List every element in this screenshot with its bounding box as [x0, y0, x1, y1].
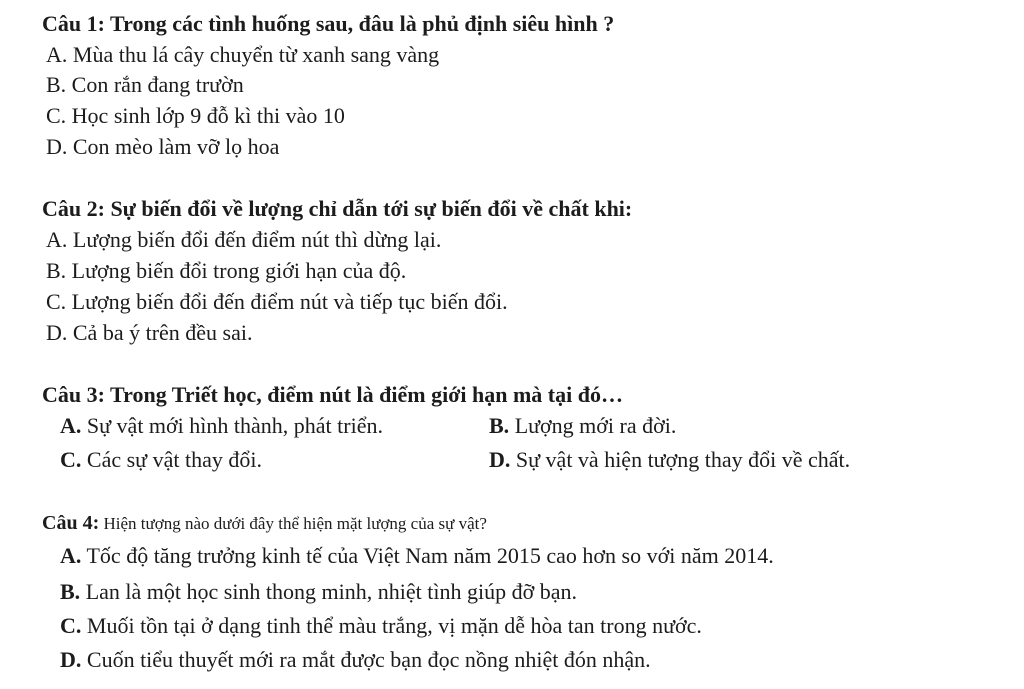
question-2-option-a: A. Lượng biến đổi đến điểm nút thì dừng lại.	[46, 227, 442, 252]
question-2-option-c: C. Lượng biến đổi đến điểm nút và tiếp tục biến đổi.	[46, 289, 508, 314]
question-2-option-b: B. Lượng biến đổi trong giới hạn của độ.	[46, 258, 407, 283]
option-text: Cuốn tiểu thuyết mới ra mắt được bạn đọc nồng nhiệt đón nhận.	[81, 647, 651, 672]
option-letter: A.	[60, 543, 82, 568]
question-4-label: Câu 4:	[42, 512, 100, 534]
question-4-option-d	[60, 649, 651, 671]
question-4-text: Hiện tượng nào dưới đây thể hiện mặt lượng của sự vật?	[99, 514, 487, 533]
question-2-title: Câu 2: Sự biến đổi về lượng chỉ dẫn tới sự biến đổi về chất khi:	[42, 196, 633, 221]
question-3-option-b	[489, 415, 676, 437]
question-4-title	[42, 513, 487, 533]
question-3-option-d	[489, 449, 850, 471]
question-1-title: Câu 1: Trong các tình huống sau, đâu là phủ định siêu hình ?	[42, 11, 615, 36]
option-text: Sự vật mới hình thành, phát triển.	[81, 413, 383, 438]
question-1-option-b: B. Con rắn đang trườn	[46, 72, 244, 97]
question-4-option-c	[60, 615, 702, 637]
option-text: Lượng mới ra đời.	[509, 413, 677, 438]
question-3-title: Câu 3: Trong Triết học, điểm nút là điểm giới hạn mà tại đó…	[42, 382, 623, 407]
option-text: Sự vật và hiện tượng thay đổi về chất.	[510, 447, 851, 472]
option-text: Lan là một học sinh thong minh, nhiệt tình giúp đỡ bạn.	[80, 579, 577, 604]
option-letter: C.	[60, 447, 82, 472]
option-text: Muối tồn tại ở dạng tinh thể màu trắng, vị mặn dễ hòa tan trong nước.	[81, 613, 702, 638]
option-letter: B.	[60, 579, 81, 604]
option-text: Các sự vật thay đổi.	[81, 447, 262, 472]
question-4-option-b	[60, 581, 577, 603]
question-1-option-d: D. Con mèo làm vỡ lọ hoa	[46, 134, 280, 159]
option-letter: C.	[60, 613, 82, 638]
question-1-option-c: C. Học sinh lớp 9 đỗ kì thi vào 10	[46, 103, 345, 128]
option-letter: D.	[60, 647, 82, 672]
option-text: Tốc độ tăng trưởng kinh tế của Việt Nam năm 2015 cao hơn so với năm 2014.	[81, 543, 774, 568]
question-3-option-c	[60, 449, 262, 471]
question-3-option-a	[60, 415, 383, 437]
option-letter: D.	[489, 447, 511, 472]
question-4-option-a	[60, 545, 774, 567]
option-letter: A.	[60, 413, 82, 438]
option-letter: B.	[489, 413, 510, 438]
question-1-option-a: A. Mùa thu lá cây chuyển từ xanh sang vàng	[46, 42, 440, 67]
question-2-option-d: D. Cả ba ý trên đều sai.	[46, 320, 253, 345]
